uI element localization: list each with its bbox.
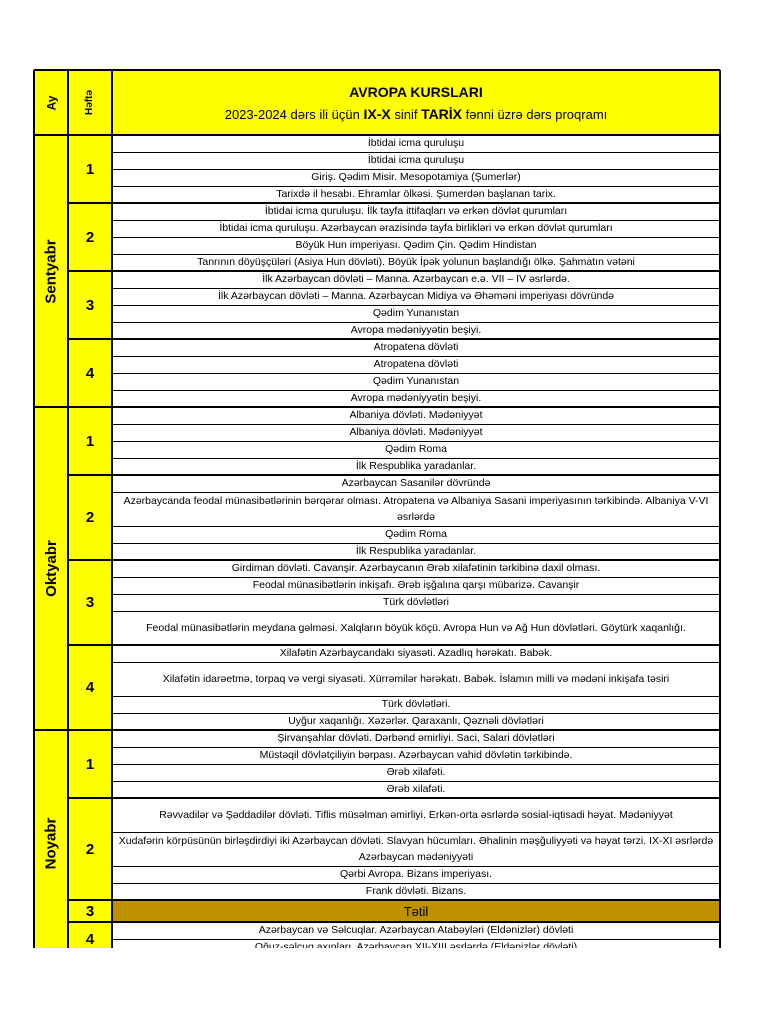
week-header-label: Həftə <box>84 89 96 116</box>
lesson-topic-text: Müstəqil dövlətçiliyin bərpası. Azərbaycan vahid dövlətin tərkibində. <box>259 749 573 762</box>
grid-line <box>68 899 720 901</box>
lesson-topic-text: Avropa mədəniyyətin beşiyi. <box>350 392 482 405</box>
week-column-header <box>68 70 112 135</box>
grid-line <box>112 254 720 255</box>
grid-line <box>112 152 720 153</box>
grid-line <box>68 921 720 923</box>
lesson-topic-text: Tarixdə il hesabı. Ehramlar ölkəsi. Şumerdən başlanan tarix. <box>276 188 556 201</box>
week-number: 3 <box>85 296 95 314</box>
week-number: 4 <box>85 364 95 382</box>
lesson-topic <box>112 441 720 458</box>
lesson-topic-text: İbtidai icma quruluşu. Azərbaycan ərazisində tayfa birlikləri və erkən dövlət qurumları <box>219 222 613 235</box>
grid-line <box>112 186 720 187</box>
week-number: 1 <box>85 755 95 773</box>
month-column-header <box>34 70 68 135</box>
subtitle-grade: IX-X <box>363 105 391 122</box>
lesson-topic-text: Feodal münasibətlərin inkişafı. Ərəb işğalına qarşı mübarizə. Cavanşir <box>252 579 580 592</box>
month-name: Noyabr <box>42 817 60 869</box>
grid-line <box>112 611 720 612</box>
grid-line <box>112 662 720 663</box>
lesson-topic <box>112 339 720 356</box>
lesson-topic <box>112 883 720 900</box>
lesson-topic <box>112 152 720 169</box>
lesson-topic-text: İbtidai icma quruluşu. İlk tayfa ittifaqları və erkən dövlət qurumları <box>264 205 568 218</box>
grid-line <box>112 866 720 867</box>
grid-line <box>112 458 720 459</box>
lesson-topic <box>112 288 720 305</box>
week-number-cell <box>68 339 112 407</box>
week-number-cell <box>68 645 112 730</box>
lesson-topic <box>112 696 720 713</box>
lesson-topic <box>112 475 720 492</box>
grid-line <box>112 696 720 697</box>
subtitle-prefix: 2023-2024 dərs ili üçün <box>224 106 364 122</box>
lesson-topic <box>112 424 720 441</box>
month-cell <box>34 135 68 407</box>
lesson-topic <box>112 747 720 764</box>
grid-line <box>112 713 720 714</box>
grid-line <box>68 338 720 340</box>
grid-line <box>68 797 720 799</box>
lesson-topic <box>112 866 720 883</box>
holiday-cell <box>112 900 720 922</box>
lesson-topic <box>112 373 720 390</box>
lesson-topic <box>112 577 720 594</box>
month-cell <box>34 730 68 956</box>
grid-line <box>112 594 720 595</box>
grid-line <box>68 559 720 561</box>
lesson-topic-text: İlk Respublika yaradanlar. <box>355 545 477 558</box>
lesson-topic <box>112 271 720 288</box>
lesson-topic-text: Rəvvadilər və Şəddadilər dövləti. Tiflis müsəlman əmirliyi. Erkən-orta əsrlərdə sosial-iqtisadi həyat. Mədəniyyət <box>159 808 673 821</box>
grid-line <box>719 70 721 948</box>
lesson-topic <box>112 492 720 526</box>
page-bottom-margin <box>0 948 768 1024</box>
lesson-topic <box>112 645 720 662</box>
lesson-topic-text: Türk dövlətləri <box>383 596 449 609</box>
month-cell <box>34 407 68 730</box>
grid-line <box>34 406 720 408</box>
grid-line <box>111 70 113 948</box>
lesson-topic-text: Qədim Roma <box>385 528 447 541</box>
grid-line <box>68 644 720 646</box>
lesson-topic-text: Azərbaycan Sasanilər dövründə <box>341 477 491 490</box>
grid-line <box>34 729 720 731</box>
week-number: 2 <box>85 840 95 858</box>
week-number-cell <box>68 407 112 475</box>
lesson-topic <box>112 781 720 798</box>
lesson-topic-text: Qədim Yunanıstan <box>372 307 460 320</box>
holiday-label: Tətil <box>403 903 429 919</box>
lesson-topic <box>112 832 720 866</box>
lesson-topic-text: Xudafərin körpüsünün birləşdirdiyi iki Azərbaycan dövləti. Slavyan hücumları. Əhalinin məşğuliyyəti və həyat tərzi. IX-XI əsrlərdə Azərbaycan mədəniyyəti <box>118 834 714 863</box>
week-number: 1 <box>85 160 95 178</box>
week-number-cell <box>68 730 112 798</box>
lesson-topic <box>112 713 720 730</box>
lesson-topic <box>112 220 720 237</box>
lesson-topic-text: Qərbi Avropa. Bizans imperiyası. <box>339 868 493 881</box>
lesson-topic <box>112 322 720 339</box>
lesson-topic <box>112 560 720 577</box>
week-number: 3 <box>85 902 95 920</box>
grid-line <box>112 356 720 357</box>
lesson-topic-text: Xilafətin Azərbaycandakı siyasəti. Azadlıq hərəkatı. Babək. <box>279 647 553 660</box>
week-number: 4 <box>85 930 95 948</box>
grid-line <box>112 169 720 170</box>
grid-line <box>34 134 720 136</box>
lesson-topic-text: Uyğur xaqanlığı. Xəzərlər. Qaraxanlı, Qəznəli dövlətləri <box>288 715 544 728</box>
grid-line <box>112 747 720 748</box>
lesson-topic <box>112 237 720 254</box>
lesson-topic-text: Qədim Roma <box>385 443 447 456</box>
lesson-topic <box>112 798 720 832</box>
lesson-topic-text: Feodal münasibətlərin meydana gəlməsi. Xalqların böyük köçü. Avropa Hun və Ağ Hun dövlətləri. Göytürk xaqanlığı. <box>146 621 686 634</box>
lesson-topic-text: Tanrının döyüşçüləri (Asiya Hun dövləti). Böyük İpək yolunun başlandığı ölkə. Şahmatın vətəni <box>197 256 635 269</box>
lesson-topic-text: Qədim Yunanıstan <box>372 375 460 388</box>
lesson-topic-text: Ərəb xilafəti. <box>386 783 446 796</box>
week-number-cell <box>68 900 112 922</box>
lesson-topic <box>112 594 720 611</box>
lesson-topic-text: İbtidai icma quruluşu <box>367 137 465 150</box>
grid-line <box>112 288 720 289</box>
page-subtitle <box>225 106 608 122</box>
week-number-cell <box>68 798 112 900</box>
grid-line <box>112 220 720 221</box>
lesson-topic-text: Xilafətin idarəetmə, torpaq və vergi siyasəti. Xürrəmilər hərəkatı. Babək. İslamın milli və mədəni inkişafa təsiri <box>162 672 670 685</box>
week-number: 1 <box>85 432 95 450</box>
grid-line <box>34 69 720 71</box>
week-number-cell <box>68 475 112 560</box>
lesson-topic <box>112 543 720 560</box>
lesson-topic-text: Türk dövlətləri. <box>381 698 451 711</box>
lesson-topic <box>112 135 720 152</box>
lesson-topic-text: Albaniya dövləti. Mədəniyyət <box>349 409 483 422</box>
title-banner <box>112 70 720 135</box>
grid-line <box>112 577 720 578</box>
month-name: Sentyabr <box>42 238 60 304</box>
week-number: 3 <box>85 594 95 611</box>
week-number: 2 <box>85 509 95 526</box>
grid-line <box>33 70 35 948</box>
lesson-topic-text: Şirvanşahlar dövləti. Dərbənd əmirliyi. Saci, Salari dövlətləri <box>277 732 555 745</box>
week-number: 2 <box>85 228 95 246</box>
lesson-topic-text: Böyük Hun imperiyası. Qədim Çin. Qədim Hindistan <box>295 239 537 252</box>
week-number-cell <box>68 271 112 339</box>
lesson-topic <box>112 254 720 271</box>
lesson-topic-text: Girdiman dövləti. Cavanşir. Azərbaycanın Ərəb xilafətinin tərkibinə daxil olması. <box>231 562 601 575</box>
lesson-topic <box>112 390 720 407</box>
lesson-topic-text: İlk Azərbaycan dövləti – Manna. Azərbaycan e.ə. VII – IV əsrlərdə. <box>262 273 570 286</box>
grid-line <box>112 781 720 782</box>
lesson-topic <box>112 356 720 373</box>
grid-line <box>112 424 720 425</box>
week-number-cell <box>68 560 112 645</box>
lesson-topic <box>112 407 720 424</box>
lesson-topic-text: Atropatena dövləti <box>373 341 459 354</box>
grid-line <box>112 492 720 493</box>
lesson-topic-text: İlk Azərbaycan dövləti – Manna. Azərbaycan Midiya və Əhəməni imperiyası dövründə <box>217 290 615 303</box>
lesson-topic <box>112 611 720 645</box>
lesson-topic <box>112 305 720 322</box>
lesson-topic <box>112 186 720 203</box>
grid-line <box>112 322 720 323</box>
lesson-topic-text: Atropatena dövləti <box>373 358 459 371</box>
grid-line <box>67 70 69 948</box>
lesson-topic <box>112 169 720 186</box>
grid-line <box>112 939 720 940</box>
lesson-topic <box>112 662 720 696</box>
grid-line <box>112 373 720 374</box>
week-number-cell <box>68 203 112 271</box>
week-number: 4 <box>85 679 95 696</box>
subtitle-middle: sinif <box>390 106 422 122</box>
grid-line <box>68 270 720 272</box>
lesson-topic <box>112 526 720 543</box>
grid-line <box>112 543 720 544</box>
subtitle-subject: TARİX <box>421 105 463 122</box>
lesson-topic-text: Frank dövləti. Bizans. <box>365 885 467 898</box>
lesson-topic <box>112 458 720 475</box>
grid-line <box>68 202 720 204</box>
grid-line <box>112 764 720 765</box>
lesson-topic <box>112 730 720 747</box>
lesson-topic-text: Giriş. Qədim Misir. Mesopotamiya (Şumerlər) <box>311 171 521 184</box>
lesson-topic <box>112 764 720 781</box>
grid-line <box>112 832 720 833</box>
grid-line <box>68 474 720 476</box>
lesson-topic <box>112 922 720 939</box>
lesson-topic-text: Ərəb xilafəti. <box>386 766 446 779</box>
subtitle-suffix: fənni üzrə dərs proqramı <box>462 106 608 122</box>
grid-line <box>112 305 720 306</box>
month-name: Oktyabr <box>42 540 60 597</box>
lesson-topic <box>112 203 720 220</box>
lesson-topic-text: Azərbaycan və Səlcuqlar. Azərbaycan Atabəyləri (Eldənizlər) dövləti <box>258 924 574 937</box>
lesson-topic-text: Avropa mədəniyyətin beşiyi. <box>350 324 482 337</box>
grid-line <box>112 237 720 238</box>
lesson-topic-text: İbtidai icma quruluşu <box>367 154 465 167</box>
grid-line <box>112 883 720 884</box>
lesson-topic-text: Albaniya dövləti. Mədəniyyət <box>349 426 483 439</box>
grid-line <box>112 441 720 442</box>
lesson-topic-text: Azərbaycanda feodal münasibətlərinin bərqərar olması. Atropatena və Albaniya Sasani imperiyasının tərkibində. Albaniya V-VI əsrlərdə <box>123 494 709 523</box>
month-header-label: Ay <box>44 95 58 110</box>
week-number-cell <box>68 135 112 203</box>
grid-line <box>112 526 720 527</box>
lesson-topic-text: İlk Respublika yaradanlar. <box>355 460 477 473</box>
grid-line <box>112 390 720 391</box>
page-title: AVROPA KURSLARI <box>349 83 483 100</box>
